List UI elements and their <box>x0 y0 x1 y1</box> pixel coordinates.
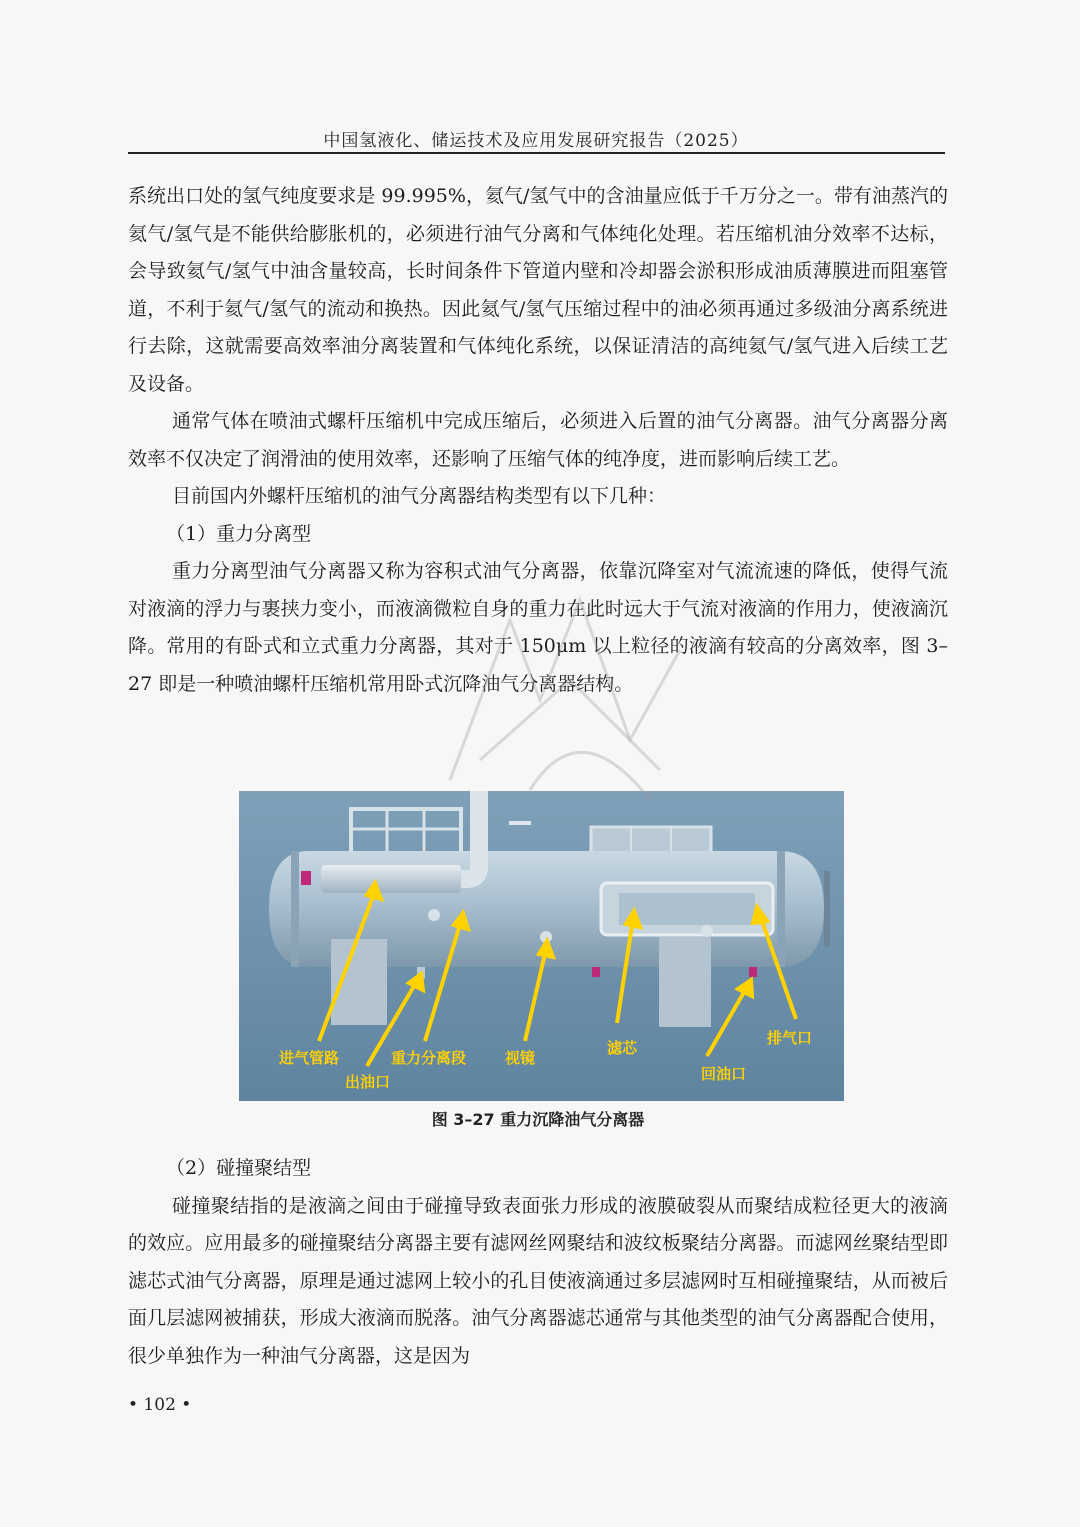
separator-diagram <box>239 791 844 1101</box>
label-oil-return: 回油口 <box>701 1065 747 1083</box>
paragraph-1: 系统出口处的氢气纯度要求是 99.995%，氦气/氢气中的含油量应低于千万分之一。带有油蒸汽的氦气/氢气是不能供给膨胀机的，必须进行油气分离和气体纯化处理。若压缩机油分效率不达标，会导致氦气/氢气中油含量较高，长时间条件下管道内壁和冷却器会淤积形成油质薄膜进而阻塞管道，不利于氦气/氢气的流动和换热。因此氦气/氢气压缩过程中的油必须再通过多级油分离系统进行去除，这就需要高效率油分离装置和气体纯化系统，以保证清洁的高纯氦气/氢气进入后续工艺及设备。 <box>128 185 948 395</box>
vessel-flange-left <box>291 851 299 967</box>
inlet-pipe <box>321 865 461 893</box>
page-number: • 102 • <box>128 1395 192 1415</box>
hex-fitting-1 <box>428 909 440 921</box>
exhaust-flange <box>824 871 830 947</box>
section-heading-coalescing: （2）碰撞聚结型 <box>166 1157 312 1179</box>
inlet-port <box>301 871 311 885</box>
label-filter-element: 滤芯 <box>607 1039 638 1057</box>
paragraph-4: 重力分离型油气分离器又称为容积式油气分离器，依靠沉降室对气流流速的降低，使得气流对液滴的浮力与裹挟力变小，而液滴微粒自身的重力在此时远大于气流对液滴的作用力，使液滴沉降。常用的有卧式和立式重力分离器，其对于 150μm 以上粒径的液滴有较高的分离效率，图 3–27 即是一种喷油螺杆压缩机常用卧式沉降油气分离器结构。 <box>128 560 948 695</box>
oil-port <box>592 967 600 977</box>
label-inlet: 进气管路 <box>279 1049 340 1067</box>
label-gravity-section: 重力分离段 <box>391 1049 467 1067</box>
paragraph-5: 碰撞聚结指的是液滴之间由于碰撞导致表面张力形成的液膜破裂从而聚结成粒径更大的液滴的效应。应用最多的碰撞聚结分离器主要有滤网丝网聚结和波纹板聚结分离器。而滤网丝聚结型即滤芯式油气分离器，原理是通过滤网上较小的孔目使液滴通过多层滤网时互相碰撞聚结，从而被后面几层滤网被捕获，形成大液滴而脱落。油气分离器滤芯通常与其他类型的油气分离器配合使用，很少单独作为一种油气分离器，这是因为 <box>128 1194 948 1367</box>
label-oil-outlet: 出油口 <box>345 1073 391 1091</box>
section-heading-gravity: （1）重力分离型 <box>166 522 312 545</box>
top-valve <box>509 821 531 825</box>
paragraph-3: 目前国内外螺杆压缩机的油气分离器结构类型有以下几种： <box>172 485 667 507</box>
label-exhaust: 排气口 <box>767 1029 813 1047</box>
body-text-top <box>128 178 948 703</box>
vessel-flange-right <box>777 851 785 967</box>
hex-fitting-2 <box>701 925 713 937</box>
support-right <box>659 937 711 1027</box>
separator-figure <box>239 791 844 1101</box>
body-text-bottom <box>128 1150 948 1375</box>
header-rule <box>128 152 945 154</box>
paragraph-2: 通常气体在喷油式螺杆压缩机中完成压缩后，必须进入后置的油气分离器。油气分离器分离效率不仅决定了润滑油的使用效率，还影响了压缩气体的纯净度，进而影响后续工艺。 <box>128 410 948 470</box>
running-head: 中国氢液化、储运技术及应用发展研究报告（2025） <box>323 131 749 151</box>
figure-caption: 图 3–27 重力沉降油气分离器 <box>431 1110 645 1129</box>
oil-return-port <box>749 967 757 977</box>
label-sight-glass: 视镜 <box>505 1049 536 1067</box>
